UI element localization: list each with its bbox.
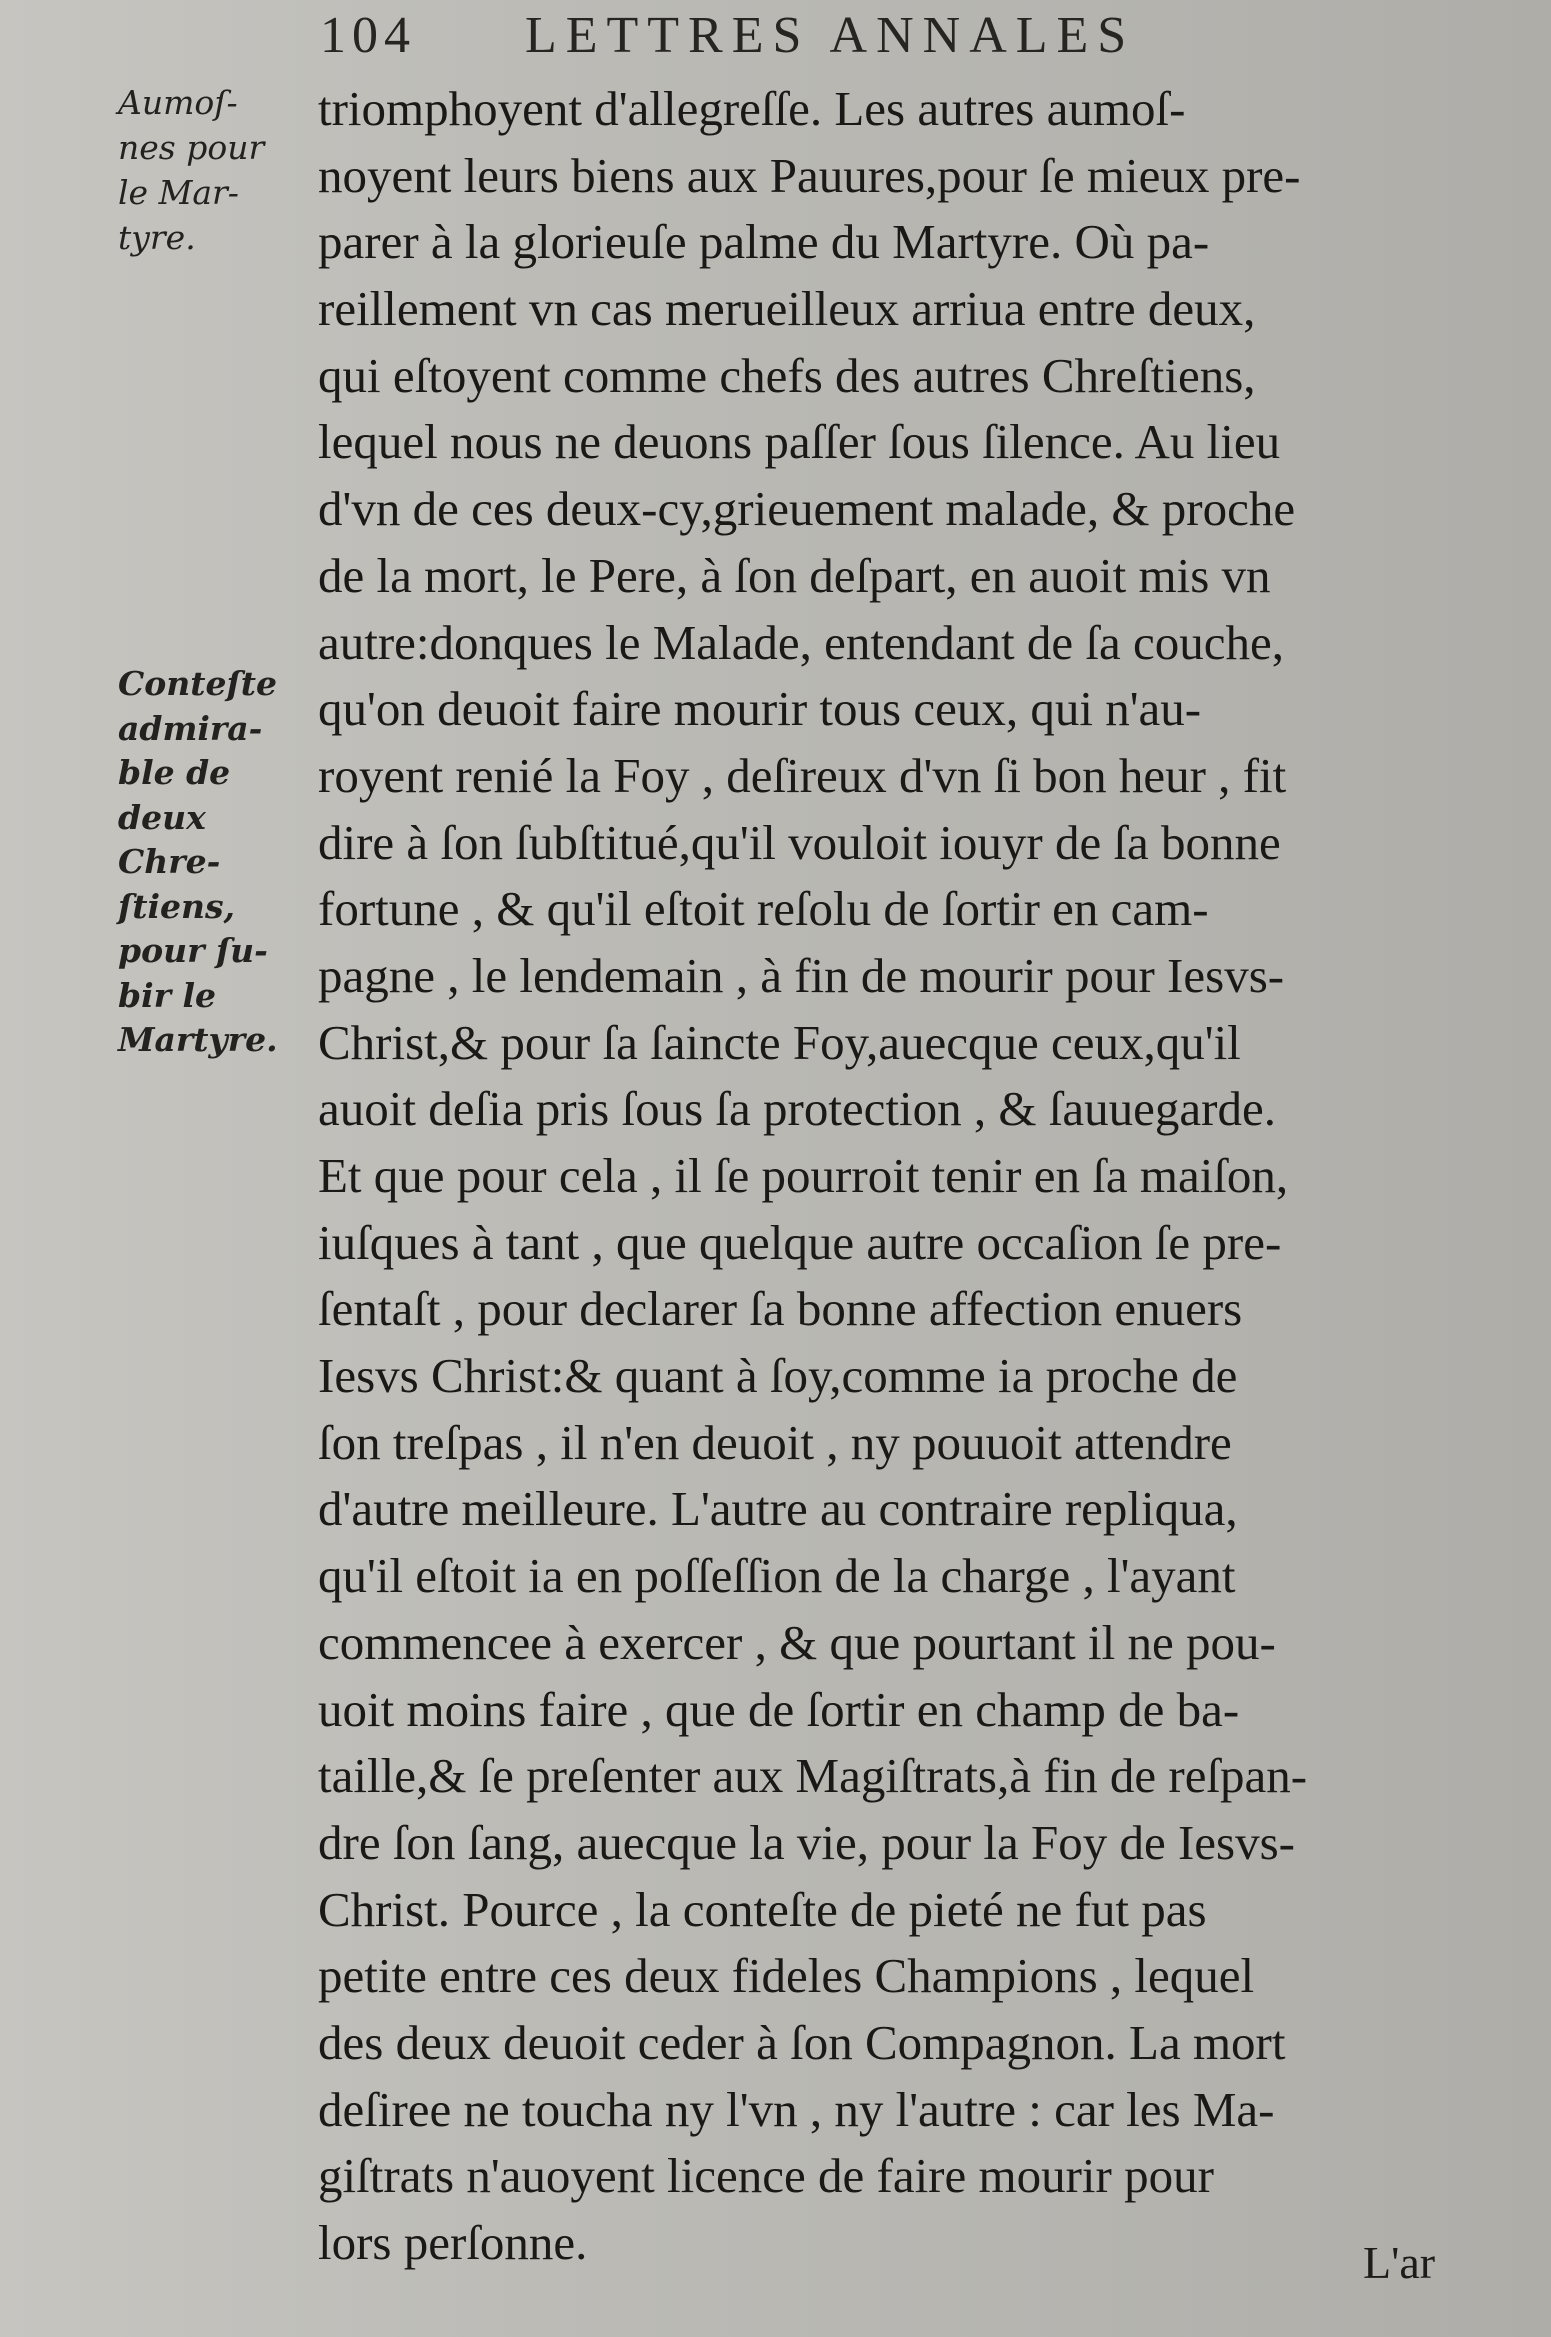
text-line: Christ. Pource , la conteſte de pieté ne fut pas	[318, 1881, 1207, 1937]
text-line: noyent leurs biens aux Pauures,pour ſe mieux pre-	[318, 147, 1301, 203]
margin-note-line: ble de	[118, 753, 231, 792]
text-line: ſentaſt , pour declarer ſa bonne affection enuers	[318, 1281, 1243, 1337]
margin-note-line: pour ſu-	[118, 931, 268, 970]
catchword: L'ar	[1363, 2237, 1436, 2288]
text-line: commencee à exercer , & que pourtant il ne pou-	[318, 1614, 1276, 1670]
text-line: pagne , le lendemain , à fin de mourir pour Iesvs-	[318, 947, 1285, 1003]
text-line: Iesvs Christ:& quant à ſoy,comme ia proche de	[318, 1348, 1238, 1404]
margin-note-line: deux	[118, 797, 206, 837]
text-line: giſtrats n'auoyent licence de faire mourir pour	[318, 2148, 1214, 2204]
text-line: lequel nous ne deuons paſſer ſous ſilence. Au lieu	[318, 414, 1281, 470]
page-header	[320, 6, 1320, 66]
margin-note-line: Chre-	[118, 842, 221, 881]
text-line: qu'on deuoit faire mourir tous ceux, qui n'au-	[318, 681, 1202, 737]
margin-note-line: Conteſte	[118, 664, 277, 703]
running-title: LETTRES ANNALES	[525, 7, 1136, 64]
text-line: Christ,& pour ſa ſaincte Foy,auecque ceux,qu'il	[318, 1014, 1241, 1070]
text-line: de la mort, le Pere, à ſon deſpart, en auoit mis vn	[318, 547, 1271, 603]
text-line: d'autre meilleure. L'autre au contraire repliqua,	[318, 1481, 1238, 1537]
margin-note-line: Martyre.	[118, 1020, 278, 1059]
text-line: dire à ſon ſubſtitué,qu'il vouloit iouyr de ſa bonne	[318, 814, 1281, 870]
text-line: triomphoyent d'allegreſſe. Les autres aumoſ-	[318, 81, 1186, 136]
text-line: autre:donques le Malade, entendant de ſa couche,	[318, 614, 1284, 670]
text-line: uoit moins faire , que de ſortir en champ de ba-	[318, 1681, 1240, 1737]
body-text	[318, 76, 1508, 2277]
text-line: qui eſtoyent comme chefs des autres Chreſtiens,	[318, 347, 1256, 403]
margin-note-line: admira-	[118, 708, 263, 748]
margin-note-line: ſtiens,	[118, 886, 236, 926]
text-line: qu'il eſtoit ia en poſſeſſion de la charge , l'ayant	[318, 1548, 1236, 1604]
margin-note-line: le Mar-	[118, 173, 239, 212]
text-line: petite entre ces deux fideles Champions , lequel	[318, 1948, 1255, 2004]
text-line: royent renié la Foy , deſireux d'vn ſi bon heur , fit	[318, 747, 1287, 803]
text-line: des deux deuoit ceder à ſon Compagnon. La mort	[318, 2014, 1286, 2070]
text-line: fortune , & qu'il eſtoit reſolu de ſortir en cam-	[318, 881, 1209, 937]
text-line: reillement vn cas merueilleux arriua entre deux,	[318, 281, 1256, 337]
margin-note-contest	[118, 662, 303, 1063]
text-line: taille,& ſe preſenter aux Magiſtrats,à fin de reſpan-	[318, 1748, 1308, 1804]
text-line: Et que pour cela , il ſe pourroit tenir en ſa maiſon,	[318, 1148, 1289, 1203]
margin-note-line: bir le	[118, 975, 217, 1015]
text-line: iuſques à tant , que quelque autre occaſion ſe pre-	[318, 1214, 1282, 1270]
text-line: deſiree ne toucha ny l'vn , ny l'autre : car les Ma-	[318, 2081, 1275, 2137]
text-line: parer à la glorieuſe palme du Martyre. Où pa-	[318, 214, 1210, 270]
margin-note-alms	[118, 80, 303, 260]
page-number: 104	[320, 7, 416, 64]
margin-note-line: tyre.	[118, 218, 196, 257]
text-line: auoit deſia pris ſous ſa protection , & ſauuegarde.	[318, 1081, 1276, 1137]
text-line: lors perſonne.	[318, 2215, 588, 2270]
margin-note-line: Aumoſ-	[118, 83, 238, 122]
text-line: dre ſon ſang, auecque la vie, pour la Foy de Iesvs-	[318, 1814, 1295, 1870]
text-line: ſon treſpas , il n'en deuoit , ny pouuoit attendre	[318, 1414, 1232, 1470]
margin-note-line: nes pour	[118, 128, 265, 167]
text-line: d'vn de ces deux-cy,grieuement malade, & proche	[318, 481, 1296, 537]
